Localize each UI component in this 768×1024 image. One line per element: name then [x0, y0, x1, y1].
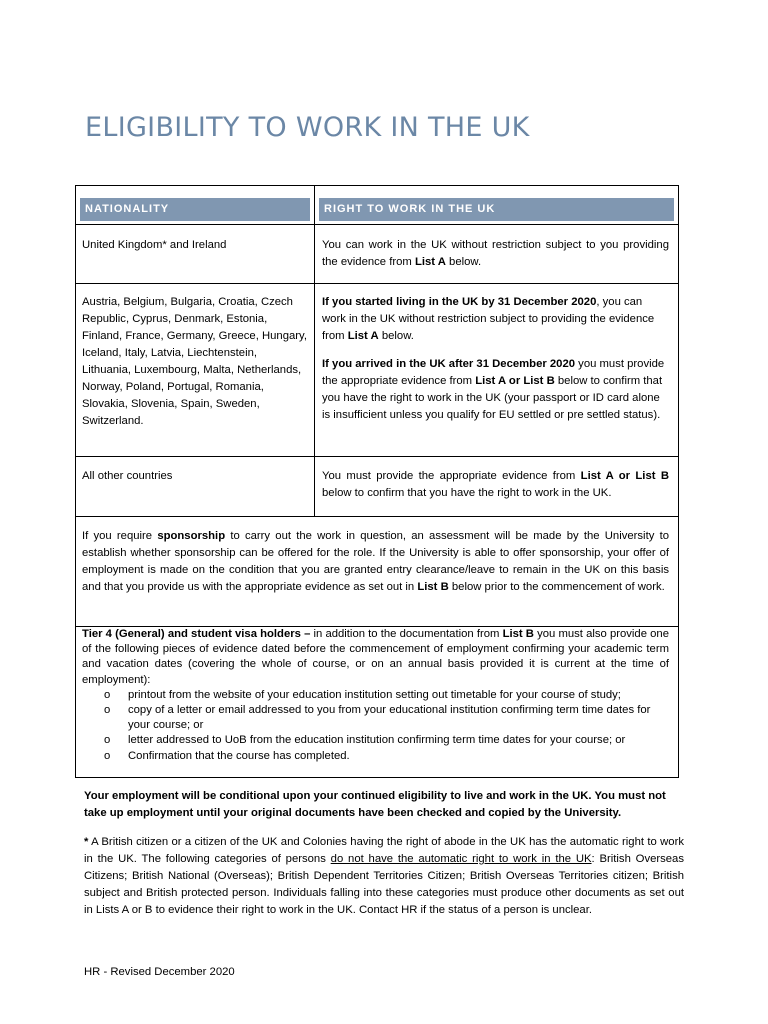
- footer-revision: HR - Revised December 2020: [84, 966, 235, 978]
- right-cell: You can work in the UK without restriction subject to you providing the evidence from List A below.: [322, 239, 669, 268]
- bullet-icon: o: [104, 734, 111, 747]
- list-item: o printout from the website of your education institution setting out timetable for your course of study;: [128, 688, 669, 703]
- footnote: * A British citizen or a citizen of the UK and Colonies having the right of abode in the UK has the automatic right to work in the UK. The following categories of persons do not have the automatic right to work in the UK: British Overseas Citizens; British National (Overseas); British Dependent Territories Citizen; British Overseas Territories citizen; British subject and British protected person. Individuals falling into these categories must produce other documents as set out in Lists A or B to evidence their right to work in the UK. Contact HR if the status of a person is unclear.: [84, 836, 684, 916]
- eligibility-table: [75, 185, 679, 778]
- nationality-cell: Austria, Belgium, Bulgaria, Croatia, Czech Republic, Cyprus, Denmark, Estonia, Finland, France, Germany, Greece, Hungary, Iceland, Italy, Latvia, Liechtenstein, Lithuania, Luxembourg, Malta, Netherlands, Norway, Poland, Portugal, Romania, Slovakia, Slovenia, Spain, Sweden, Switzerland.: [76, 284, 315, 456]
- list-item: o letter addressed to UoB from the education institution confirming term time dates for your course; or: [128, 733, 669, 748]
- nationality-header: NATIONALITY: [80, 198, 310, 221]
- tier4-text: Tier 4 (General) and student visa holders – in addition to the documentation from List B you must also provide one of the following pieces of evidence dated before the commencement of employment confirming your academic term and vacation dates (covering the whole of course, or on an annual basis provided it is current at the time of employment): o printout from the website of your education institution setting out timetable for your course of study; o copy of a letter or email addressed to you from your educational institution confirming term time dates for your course; or o letter addressed to UoB from the education institution confirming term time dates for your course; or o Confirmation that the course has completed.: [76, 627, 678, 777]
- table-row-uk: [76, 225, 678, 284]
- nationality-cell: United Kingdom* and Ireland: [76, 225, 315, 283]
- table-row-other: [76, 457, 678, 517]
- right-cell: [315, 284, 678, 456]
- tier4-row: [76, 627, 678, 777]
- conditional-notice: Your employment will be conditional upon your continued eligibility to live and work in the UK. You must not take up employment until your original documents have been checked and copied by the University.: [84, 790, 666, 819]
- right-to-work-header: RIGHT TO WORK IN THE UK: [319, 198, 674, 221]
- eu-before-paragraph: If you started living in the UK by 31 December 2020, you can work in the UK without restriction subject to providing the evidence from List A below.: [322, 296, 655, 342]
- table-row-eu: [76, 284, 678, 457]
- table-header-row: [76, 186, 678, 225]
- bullet-icon: o: [104, 749, 111, 762]
- bullet-icon: o: [104, 704, 111, 717]
- sponsorship-text: If you require sponsorship to carry out the work in question, an assessment will be made by the University to establish whether sponsorship can be offered for the role. If the University is able to offer sponsorship, your offer of employment is made on the condition that you are granted entry clearance/leave to remain in the UK on this basis and that you provide us with the appropriate evidence as set out in List B below prior to the commencement of work.: [82, 530, 669, 593]
- eu-after-paragraph: If you arrived in the UK after 31 December 2020 you must provide the appropriate evidence from List A or List B below to confirm that you have the right to work in the UK (your passport or ID card alone is insufficient unless you qualify for EU settled or pre settled status).: [322, 358, 665, 421]
- page-title: ELIGIBILITY TO WORK IN THE UK: [85, 112, 530, 143]
- right-cell: You must provide the appropriate evidence from List A or List B below to confirm that you have the right to work in the UK.: [322, 470, 669, 499]
- list-item: o copy of a letter or email addressed to you from your educational institution confirming term time dates for your course; or: [104, 704, 651, 732]
- evidence-list: [82, 688, 669, 764]
- bullet-icon: o: [104, 688, 111, 701]
- sponsorship-row: [76, 517, 678, 627]
- list-item: o Confirmation that the course has completed.: [128, 749, 669, 764]
- nationality-cell: All other countries: [76, 457, 315, 516]
